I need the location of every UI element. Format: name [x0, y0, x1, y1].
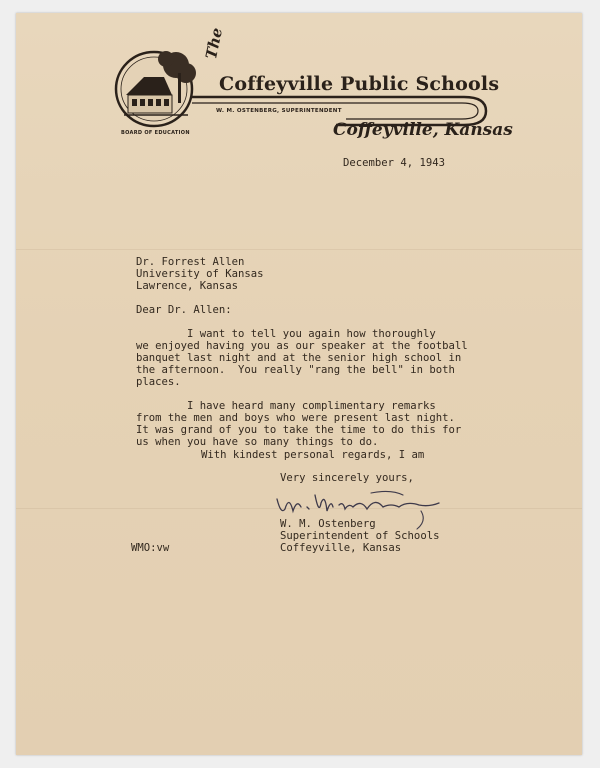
salutation: Dear Dr. Allen:	[136, 304, 232, 316]
body-line: I want to tell you again how thoroughly	[136, 328, 436, 340]
letterhead-city: Coffeyville, Kansas	[333, 120, 513, 140]
address-line: University of Kansas	[136, 268, 264, 280]
address-line: Lawrence, Kansas	[136, 280, 239, 292]
letterhead-superintendent: W. M. OSTENBERG, SUPERINTENDENT	[216, 108, 342, 114]
closing: Very sincerely yours,	[280, 472, 414, 484]
body-line: us when you have so many things to do.	[136, 436, 379, 448]
signer-name: W. M. Ostenberg	[280, 518, 376, 530]
letterhead-the: The	[202, 26, 227, 61]
signer-location: Coffeyville, Kansas	[280, 542, 402, 554]
body-line: from the men and boys who were present last night.	[136, 412, 455, 424]
signer-title: Superintendent of Schools	[280, 530, 440, 542]
closing-remark: With kindest personal regards, I am	[201, 449, 425, 461]
letter-page	[16, 13, 582, 755]
body-line: places.	[136, 376, 181, 388]
body-line: banquet last night and at the senior high school in	[136, 352, 462, 364]
letterhead-board: BOARD OF EDUCATION	[121, 130, 190, 136]
letter-date: December 4, 1943	[343, 157, 446, 169]
letterhead-title: Coffeyville Public Schools	[219, 73, 500, 95]
address-line: Dr. Forrest Allen	[136, 256, 245, 268]
body-line: I have heard many complimentary remarks	[136, 400, 436, 412]
fold-line	[16, 249, 582, 250]
typist-initials: WMO:vw	[131, 542, 170, 554]
body-line: the afternoon. You really "rang the bell" in both	[136, 364, 455, 376]
body-line: It was grand of you to take the time to do this for	[136, 424, 462, 436]
letterhead	[16, 13, 582, 153]
body-line: we enjoyed having you as our speaker at the football	[136, 340, 468, 352]
